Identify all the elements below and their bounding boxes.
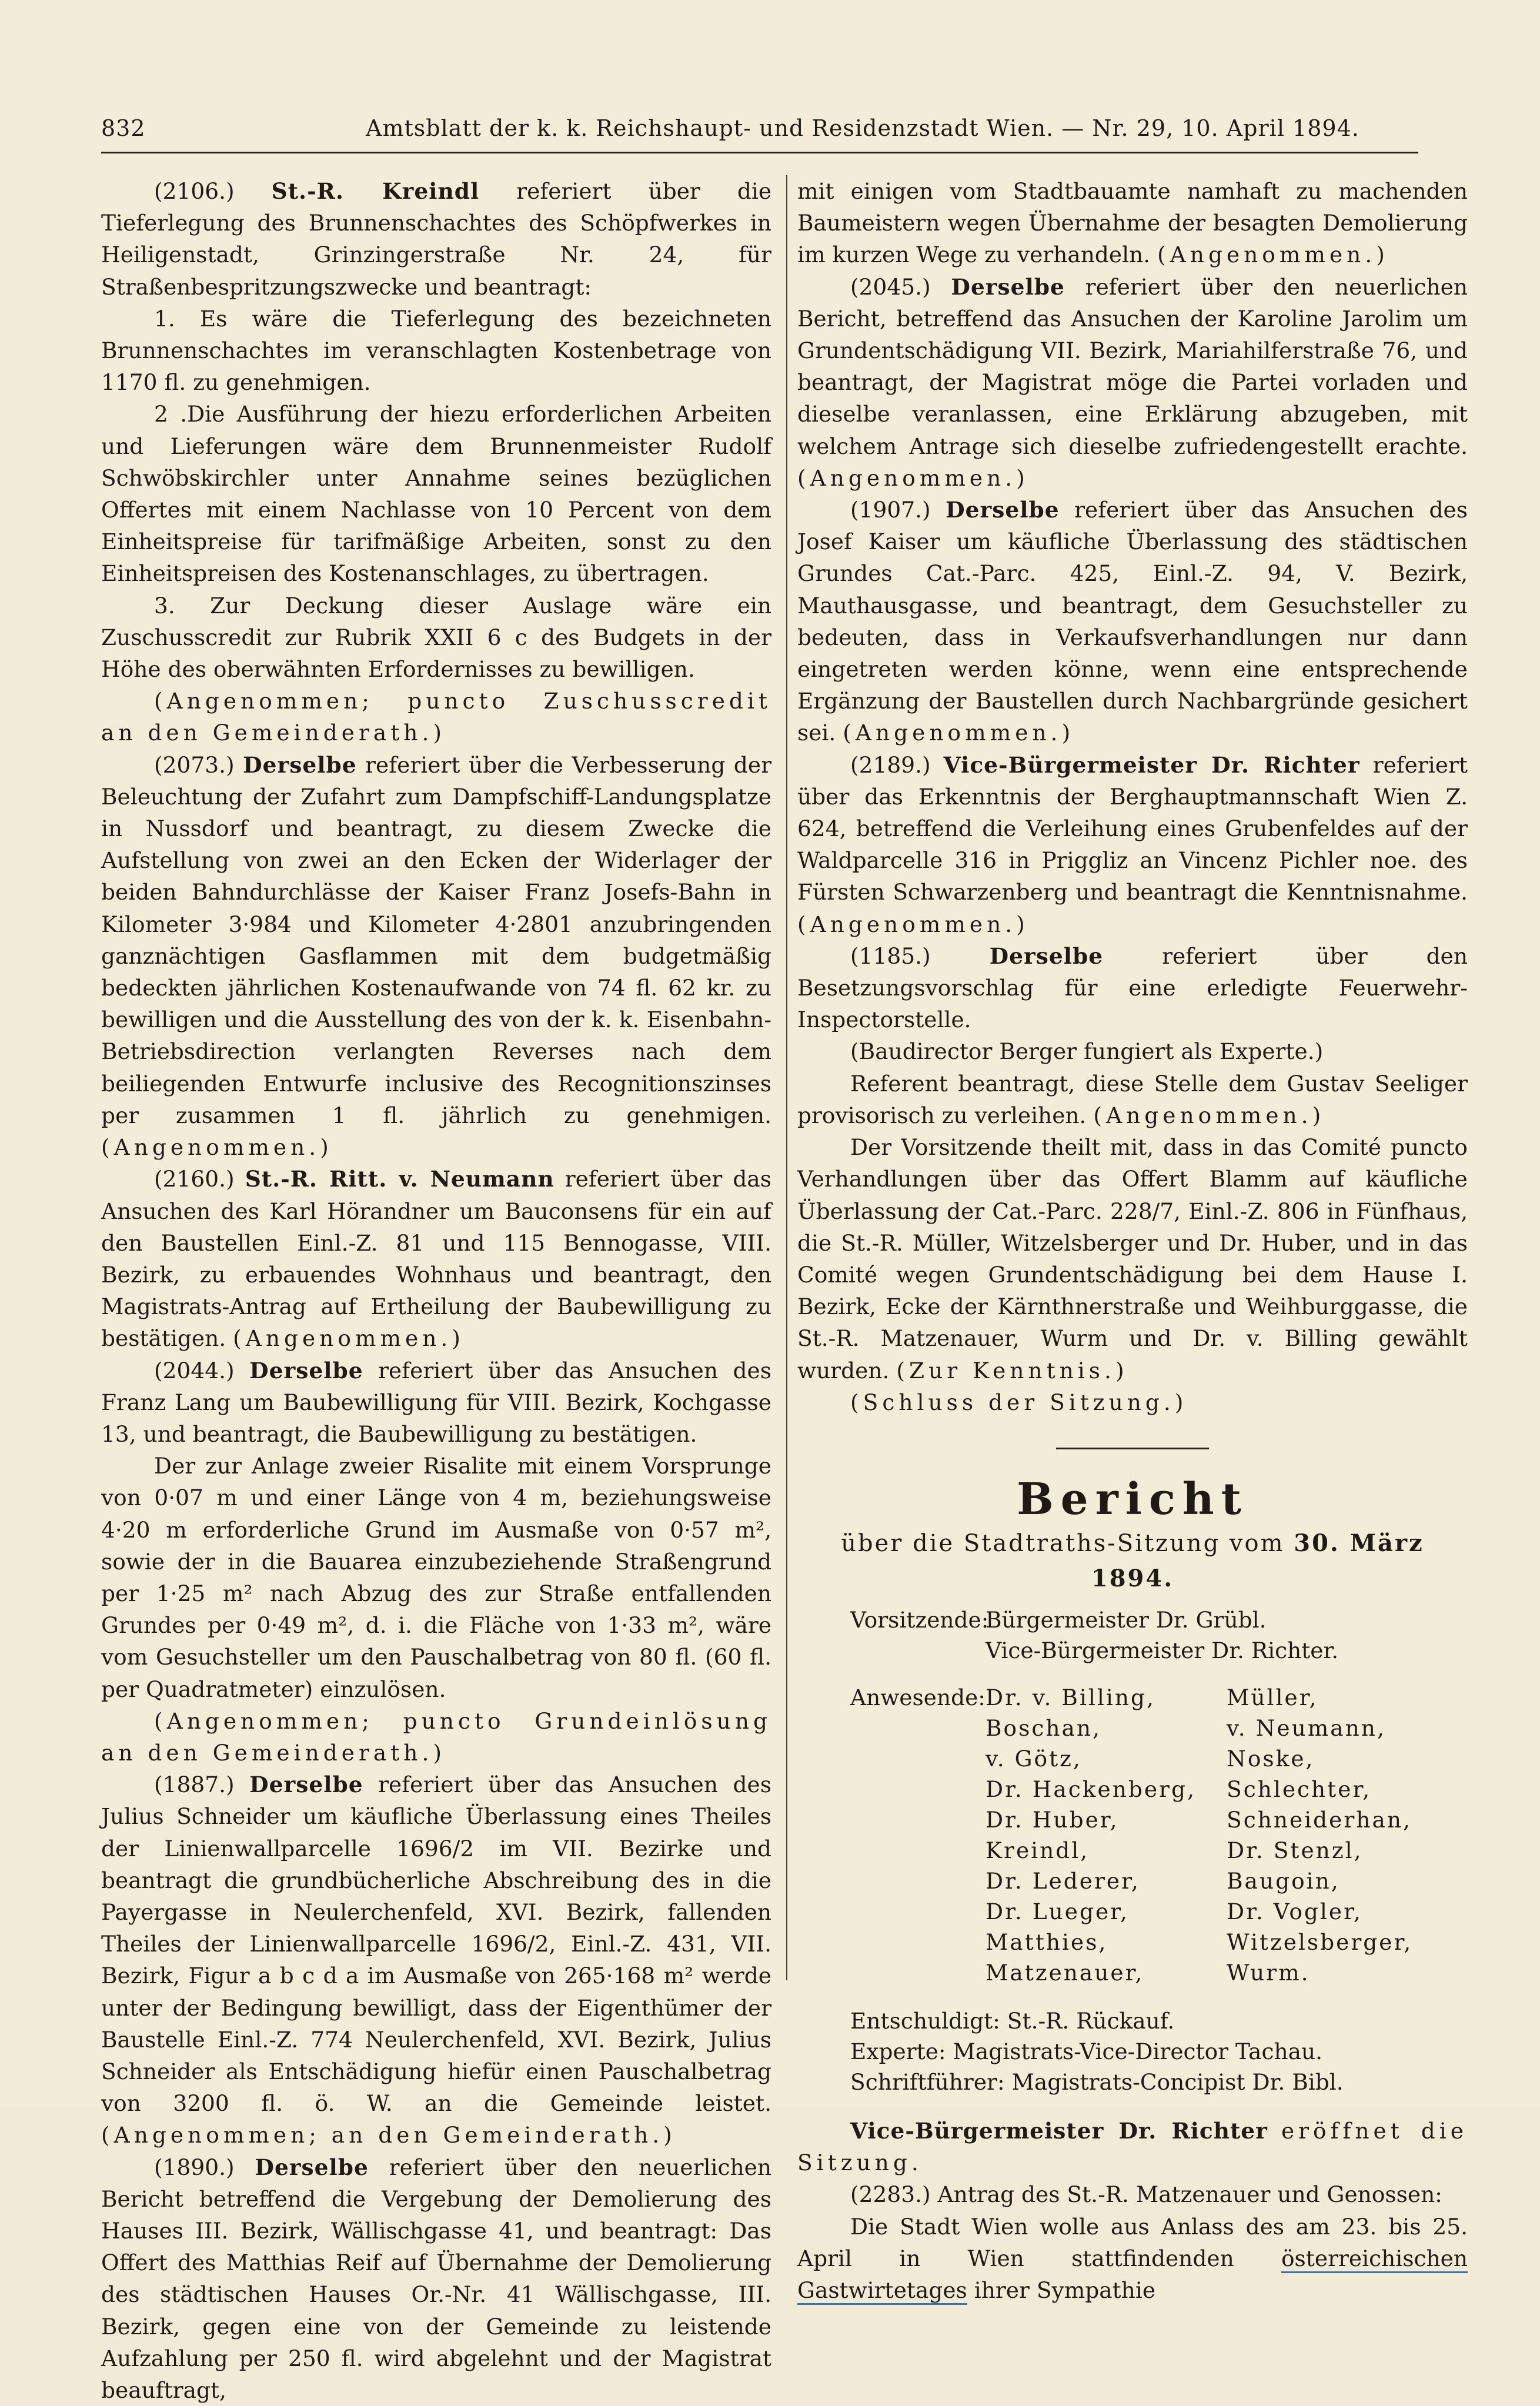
entry-result: (Angenommen; puncto Grundeinlösung an den Gemeinderath.) — [101, 1707, 771, 1766]
entry-result: (Angenommen.) — [1157, 242, 1389, 268]
speaker: Vice-Bürgermeister Dr. Richter — [850, 2117, 1268, 2144]
speaker: Derselbe — [989, 943, 1104, 969]
continued-text — [797, 175, 1468, 271]
entry-2189 — [797, 749, 1468, 940]
page-number: 832 — [101, 115, 146, 141]
header-rule — [101, 152, 1418, 153]
entry-ref: (2160.) — [154, 1166, 235, 1192]
entry-text: referiert über das Erkenntnis der Berghauptmannschaft Wien Z. 624, betreffend die Verleihung eines Grubenfeldes auf der Waldparcelle 316 in Priggliz an Vincenz Pichler noe. des Fürsten Schwarzenberg und beantragt die Kenntnisnahme. — [797, 751, 1468, 905]
entry-text: referiert über die Tieferlegung des Brunnenschachtes des Schöpfwerkes in Heiligenstadt, Grinzingerstraße Nr. 24, für Straßenbespritzungszwecke und beantragt: — [101, 178, 772, 300]
entry-result: (Angenommen.) — [797, 465, 1029, 491]
entry-ref: (1887.) — [154, 1772, 235, 1798]
entry-text: referiert über das Ansuchen des Karl Hörandner um Bauconsens für ein auf den Baustellen Einl.-Z. 81 und 115 Bennogasse, VIII. Bezirk, zu erbauendes Wohnhaus und beantragt, den Magistrats-Antrag auf Ertheilung der Baubewilligung zu bestätigen. — [101, 1166, 772, 1352]
attendee: Dr. Hackenberg, — [986, 1776, 1196, 1802]
attendee: Dr. Lederer, — [986, 1867, 1140, 1894]
attendee: Matthies, — [986, 1929, 1108, 1955]
attendee: Matzenauer, — [986, 1959, 1144, 1986]
entry-text: Referent beantragt, diese Stelle dem Gustav Seeliger provisorisch zu verleihen. — [797, 1070, 1468, 1128]
chairs-block — [797, 1605, 1468, 1666]
attendee: Schlechter, — [1227, 1776, 1372, 1802]
right-column — [797, 175, 1468, 2306]
entry-result: (Angenommen.) — [797, 911, 1029, 937]
entry-result: (Angenommen.) — [101, 1134, 333, 1161]
attendee: Dr. Lueger, — [986, 1898, 1129, 1924]
attendee: Witzelsberger, — [1227, 1929, 1413, 1955]
speaker: St.-R. Ritt. v. Neumann — [245, 1166, 554, 1192]
motion-item: 3. Zur Deckung dieser Auslage wäre ein Zuschusscredit zur Rubrik XXII 6 c des Budgets in der Höhe des oberwähnten Erfordernisses zu bewilligen. — [101, 592, 771, 683]
entry-ref: (1185.) — [850, 943, 931, 969]
entry-text: referiert über die Verbesserung der Beleuchtung der Zufahrt zum Dampfschiff-Landungsplatze in Nussdorf und beantragt, zu diesem Zwecke die Aufstellung von zwei an den Ecken der Widerlager der beiden Bahndurchlässe der Kaiser Franz Josefs-Bahn in Kilometer 3·984 und Kilometer 4·2801 anzubringenden ganznächtigen Gasflammen mit dem budgetmäßig bedeckten jährlichen Kostenaufwande von 74 fl. 62 kr. zu bewilligen und die Ausstellung des von der k. k. Eisenbahn-Betriebsdirection verlangten Reverses nach dem beiliegenden Entwurfe inclusive des Recognitionszinses per zusammen 1 fl. jährlich zu genehmigen. — [101, 751, 771, 1128]
session-opening — [797, 2115, 1468, 2178]
entry-result: (Angenommen.) — [1093, 1102, 1325, 1128]
entry-2044 — [101, 1355, 771, 1451]
entry-result: (Angenommen.) — [843, 720, 1075, 746]
chair-name: Bürgermeister Dr. Grübl. — [986, 1606, 1267, 1633]
session-date: 30. März 1894. — [1091, 1529, 1424, 1592]
closing-note: (Schluss der Sitzung.) — [850, 1389, 1188, 1415]
entry-ref: (1890.) — [154, 2154, 235, 2180]
attendee: Kreindl, — [986, 1837, 1090, 1863]
attendee: Schneiderhan, — [1227, 1806, 1412, 1833]
speaker: Derselbe — [255, 2154, 369, 2180]
entry-text: referiert über das Ansuchen des Franz Lang um Baubewilligung für VIII. Bezirk, Kochgasse 13, und beantragt, die Baubewilligung zu bestätigen. — [101, 1357, 771, 1447]
entry-text: referiert über den neuerlichen Bericht betreffend die Vergebung der Demolierung des Hauses III. Bezirk, Wällischgasse 41, und beantragt: Das Offert des Matthias Reif auf Übernahme der Demolierung des städtischen Hauses Or.-Nr. 41 Wällischgasse, III. Bezirk, gegen eine von der Gemeinde zu leistende Aufzahlung per 250 fl. wird abgelehnt und der Magistrat beauftragt, — [101, 2154, 772, 2404]
column-divider — [786, 175, 787, 1980]
expert-line: Experte: Magistrats-Vice-Director Tachau. — [850, 2038, 1323, 2064]
present-label: Anwesende: — [850, 1684, 986, 1710]
entry-result: (Angenommen.) — [233, 1325, 465, 1352]
motion-text — [797, 2211, 1468, 2307]
speaker: St.-R. Kreindl — [271, 178, 480, 204]
speaker: Derselbe — [249, 1772, 363, 1798]
entry-text: referiert über das Ansuchen des Josef Kaiser um käufliche Überlassung des städtischen Grundes Cat.-Parc. 425, Einl.-Z. 94, V. Bezirk, Mauthausgasse, und beantragt, dem Gesuchsteller zu bedeuten, dass in Verkaufsverhandlungen nur dann eingetreten werden könne, wenn eine entsprechende Ergänzung der Baustellen durch Nachbargründe gesichert sei. — [797, 497, 1468, 746]
section-title: Bericht — [1017, 1473, 1248, 1525]
attendance-block — [797, 1682, 1468, 1988]
motion-item: 1. Es wäre die Tieferlegung des bezeichneten Brunnenschachtes im veranschlagten Kostenbetrage von 1170 fl. zu genehmigen. — [101, 305, 771, 396]
entry-text: referiert über das Ansuchen des Julius Schneider um käufliche Überlassung eines Theiles der Linienwallparcelle 1696/2 im VII. Bezirke und beantragt die grundbücherliche Abschreibung des in die Payergasse in Neulerchenfeld, XVI. Bezirk, fallenden Theiles der Linienwallparcelle 1696/2, Einl.-Z. 431, VII. Bezirk, Figur a b c d a im Ausmaße von 265·168 m² werde unter der Bedingung bewilligt, dass der Eigenthümer der Baustelle Einl.-Z. 774 Neulerchenfeld, XVI. Bezirk, Julius Schneider als Entschädigung hiefür einen Pauschalbetrag von 3200 fl. ö. W. an die Gemeinde leistet. — [101, 1772, 771, 2117]
entry-ref: (2106.) — [154, 178, 235, 204]
section-subtitle — [797, 1526, 1468, 1596]
attendee: Dr. v. Billing, — [986, 1684, 1155, 1710]
speaker: Vice-Bürgermeister Dr. Richter — [943, 751, 1360, 778]
excused-line: Entschuldigt: St.-R. Rückauf. — [850, 2007, 1175, 2034]
entry-text: mit einigen vom Stadtbauamte namhaft zu machenden Baumeistern wegen Übernahme der besagten Demolierung im kurzen Wege zu verhandeln. — [797, 178, 1468, 268]
entry-text: referiert über den Besetzungsvorschlag für eine erledigte Feuerwehr-Inspectorstelle. — [797, 943, 1468, 1033]
entry-text: Der zur Anlage zweier Risalite mit einem Vorsprunge von 0·07 m und einer Länge von 4 m, beziehungsweise 4·20 m erforderliche Grund im Ausmaße von 0·57 m², sowie der in die Bauarea einzubeziehende Straßengrund per 1·25 m² nach Abzug des zur Straße entfallenden Grundes per 0·49 m², d. i. die Fläche von 1·33 m², wäre vom Gesuchsteller um den Pauschalbetrag von 80 fl. (60 fl. per Quadratmeter) einzulösen. — [101, 1453, 771, 1702]
attendee: Dr. Huber, — [986, 1806, 1119, 1833]
subtitle-prefix: über die Stadtraths-Sitzung vom — [841, 1529, 1285, 1557]
attendee: Baugoin, — [1227, 1867, 1340, 1894]
entry-2160 — [101, 1163, 771, 1354]
speaker: Derselbe — [243, 751, 357, 778]
entry-2045 — [797, 271, 1468, 494]
attendee: Noske, — [1227, 1745, 1315, 1772]
entry-text — [797, 1068, 1468, 1131]
secretary-line: Schriftführer: Magistrats-Concipist Dr. Bibl. — [850, 2069, 1344, 2095]
speaker: Derselbe — [946, 497, 1060, 523]
entry-text: referiert über den neuerlichen Bericht, betreffend das Ansuchen der Karoline Jarolim um Grundentschädigung VII. Bezirk, Mariahilferstraße 76, und beantragt, der Magistrat möge die Partei vorladen und dieselbe veranlassen, eine Erklärung abzugeben, mit welchem Antrage sich dieselbe zufriedengestellt erachte. — [797, 273, 1468, 459]
chair-name: Vice-Bürgermeister Dr. Richter. — [986, 1637, 1339, 1663]
attendee: Wurm. — [1227, 1959, 1310, 1986]
attendee: Dr. Stenzl, — [1227, 1837, 1363, 1863]
entry-note: (Baudirector Berger fungiert als Experte.) — [850, 1038, 1324, 1065]
officials-block — [797, 2006, 1468, 2097]
entry-text: Der Vorsitzende theilt mit, dass in das Comité puncto Verhandlungen über das Offert Blamm auf käufliche Überlassung der Cat.-Parc. 228/7, Einl.-Z. 806 in Fünfhaus, die St.-R. Müller, Witzelsberger und Dr. Huber, und in das Comité wegen Grundentschädigung bei dem Hause I. Bezirk, Ecke der Kärnthnerstraße und Weihburggasse, die St.-R. Matzenauer, Wurm und Dr. v. Billing gewählt wurden. — [797, 1134, 1468, 1384]
entry-2073 — [101, 749, 771, 1164]
entry-ref: (2189.) — [850, 751, 931, 778]
entry-1887 — [101, 1769, 771, 2151]
entry-2106 — [101, 175, 771, 303]
motion-heading: (2283.) Antrag des St.-R. Matzenauer und Genossen: — [850, 2181, 1442, 2208]
left-column — [101, 175, 771, 2406]
entry-result: (Zur Kenntnis.) — [896, 1357, 1128, 1384]
entry-text: eröffnet die Sitzung. — [797, 2117, 1468, 2176]
running-title: Amtsblatt der k. k. Reichshaupt- und Residenzstadt Wien. — Nr. 29, 10. April 1894. — [366, 115, 1359, 141]
underlined-phrase: österreichischen Gastwirtetages — [797, 2245, 1468, 2305]
entry-ref: (1907.) — [850, 497, 931, 523]
entry-1890 — [101, 2151, 771, 2406]
entry-result: (Angenommen; an den Gemeinderath.) — [101, 2122, 676, 2148]
chair-announcement — [797, 1131, 1468, 1386]
entry-text: ihrer Sympathie — [974, 2277, 1156, 2303]
speaker: Derselbe — [951, 273, 1065, 300]
section-divider — [1056, 1448, 1209, 1449]
attendance-col-2 — [1227, 1682, 1412, 1988]
attendee: v. Neumann, — [1227, 1715, 1386, 1741]
speaker: Derselbe — [249, 1357, 363, 1384]
attendee: Boschan, — [986, 1715, 1101, 1741]
entry-result: (Angenommen; puncto Zuschusscredit an den Gemeinderath.) — [101, 688, 771, 746]
chairs-label: Vorsitzende: — [850, 1606, 989, 1633]
entry-1907 — [797, 494, 1468, 749]
entry-ref: (2044.) — [154, 1357, 235, 1384]
attendee: Müller, — [1227, 1684, 1318, 1710]
page-header — [101, 115, 1418, 148]
entry-ref: (2073.) — [154, 751, 235, 778]
entry-text: Die Stadt Wien wolle aus Anlass des am 23. bis 25. April in Wien stattfindenden — [797, 2213, 1468, 2271]
attendee: v. Götz, — [986, 1745, 1082, 1772]
attendance-col-1 — [986, 1682, 1227, 1988]
entry-1185 — [797, 940, 1468, 1036]
motion-item: 2 .Die Ausführung der hiezu erforderlichen Arbeiten und Lieferungen wäre dem Brunnenmeister Rudolf Schwöbskirchler unter Annahme seines bezüglichen Offertes mit einem Nachlasse von 10 Percent von dem Einheitspreise für tarifmäßige Arbeiten, sonst zu den Einheitspreisen des Kostenanschlages, zu übertragen. — [101, 401, 771, 587]
attendee: Dr. Vogler, — [1227, 1898, 1362, 1924]
entry-ref: (2045.) — [850, 273, 931, 300]
